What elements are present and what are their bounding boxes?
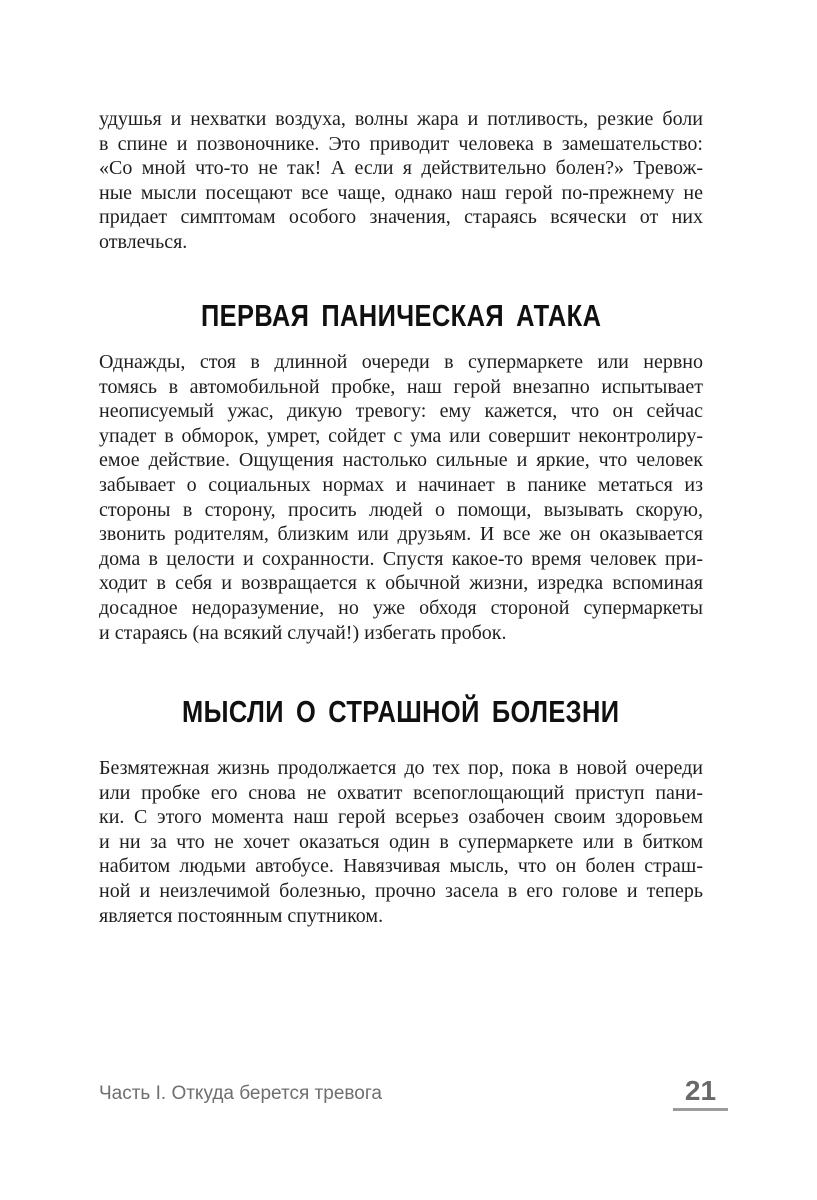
section-heading-text: МЫСЛИ О СТРАШНОЙ БОЛЕЗНИ bbox=[182, 694, 620, 729]
paragraph bbox=[99, 107, 703, 255]
text-line: упадет в обморок, умрет, сойдет с ума или совершит неконтролиру- bbox=[99, 424, 703, 447]
page-number: 21 bbox=[673, 1076, 728, 1111]
paragraph bbox=[99, 756, 703, 928]
text-line: ные мысли посещают все чаще, однако наш герой по-прежнему не bbox=[99, 181, 703, 204]
text-line: «Со мной что-то не так! А если я действительно болен?» Тревож- bbox=[99, 157, 703, 180]
text-line: Однажды, стоя в длинной очереди в супермаркете или нервно bbox=[99, 351, 703, 373]
text-line: набитом людьми автобусе. Навязчивая мысль, что он болен страш- bbox=[99, 855, 703, 878]
running-footer-part-title: Часть I. Откуда берется тревога bbox=[99, 1083, 382, 1104]
text-line: досадное недоразумение, но уже обходя стороной супермаркеты bbox=[99, 596, 703, 619]
text-line: отвлечься. bbox=[99, 230, 188, 253]
text-line: придает симптомам особого значения, стараясь всячески от них bbox=[99, 206, 703, 229]
text-line: емое действие. Ощущения настолько сильные и яркие, что человек bbox=[99, 449, 703, 472]
text-line: звонить родителям, близким или друзьям. И все же он оказывается bbox=[99, 523, 703, 546]
text-line: или пробке его снова не охватит всепоглощающий приступ пани- bbox=[99, 781, 703, 804]
text-line: в спине и позвоночнике. Это приводит человека в замешательство: bbox=[99, 132, 703, 155]
text-line: ки. С этого момента наш герой всерьез озабочен своим здоровьем bbox=[99, 806, 703, 829]
section-heading-thoughts-of-terrible-illness bbox=[99, 694, 703, 730]
text-line: Безмятежная жизнь продолжается до тех пор, пока в новой очереди bbox=[99, 757, 703, 779]
text-line: стороны в сторону, просить людей о помощи, вызывать скорую, bbox=[99, 498, 703, 521]
text-line: забывает о социальных нормах и начинает в панике метаться из bbox=[99, 473, 703, 496]
text-line: удушья и нехватки воздуха, волны жара и потливость, резкие боли bbox=[99, 108, 703, 130]
text-line: и стараясь (на всякий случай!) избегать пробок. bbox=[99, 621, 507, 644]
text-line: дома в целости и сохранности. Спустя какое-то время человек при- bbox=[99, 547, 703, 570]
text-line: неописуемый ужас, дикую тревогу: ему кажется, что он сейчас bbox=[99, 400, 703, 423]
text-line: томясь в автомобильной пробке, наш герой внезапно испытывает bbox=[99, 375, 703, 398]
section-heading-text: ПЕРВАЯ ПАНИЧЕСКАЯ АТАКА bbox=[200, 298, 602, 333]
text-line: ной и неизлечимой болезнью, прочно засела в его голове и теперь bbox=[99, 879, 703, 902]
text-line: и ни за что не хочет оказаться один в супермаркете или в битком bbox=[99, 830, 703, 853]
paragraph bbox=[99, 350, 703, 645]
text-line: ходит в себя и возвращается к обычной жизни, изредка вспоминая bbox=[99, 572, 703, 595]
text-line: является постоянным спутником. bbox=[99, 904, 384, 927]
section-heading-first-panic-attack bbox=[99, 298, 703, 334]
